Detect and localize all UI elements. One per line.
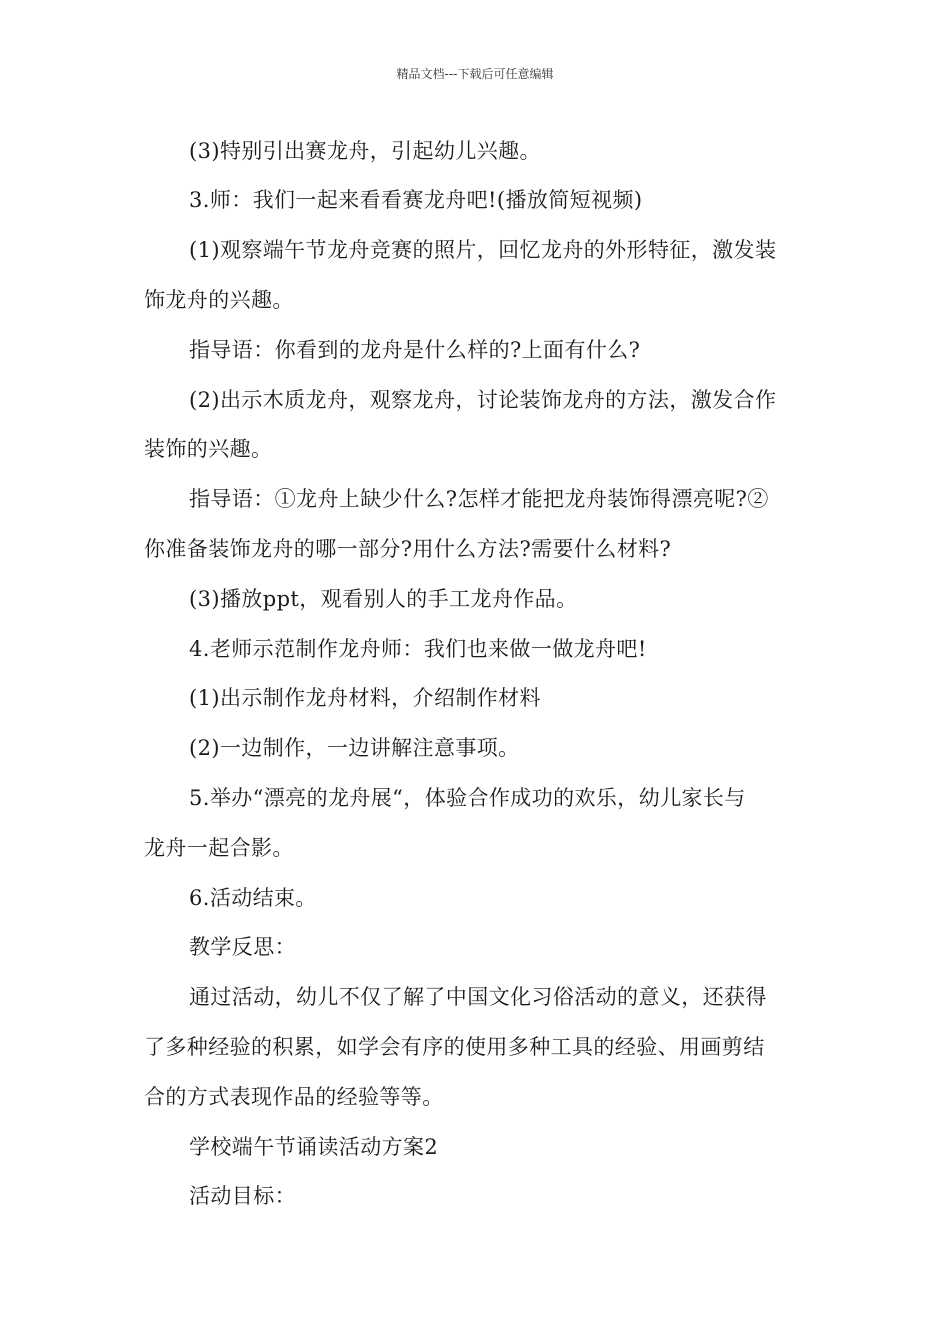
body-line-12: (1)出示制作龙舟材料，介绍制作材料: [189, 686, 541, 710]
body-line-11: 4.老师示范制作龙舟师：我们也来做一做龙舟吧!: [189, 637, 647, 661]
body-line-21: 学校端午节诵读活动方案2: [189, 1135, 439, 1159]
body-line-7: 装饰的兴趣。: [144, 437, 273, 461]
body-line-15: 龙舟一起合影。: [144, 836, 294, 860]
body-line-14: 5.举办“漂亮的龙舟展“，体验合作成功的欢乐，幼儿家长与: [189, 786, 746, 810]
body-line-18: 通过活动，幼儿不仅了解了中国文化习俗活动的意义，还获得: [189, 985, 767, 1009]
body-line-13: (2)一边制作，一边讲解注意事项。: [189, 736, 520, 760]
body-line-6: (2)出示木质龙舟，观察龙舟，讨论装饰龙舟的方法，激发合作: [189, 388, 777, 412]
body-line-16: 6.活动结束。: [189, 886, 317, 910]
body-line-9: 你准备装饰龙舟的哪一部分?用什么方法?需要什么材料?: [144, 537, 672, 561]
body-line-5: 指导语：你看到的龙舟是什么样的?上面有什么?: [189, 338, 641, 362]
body-line-2: 3.师：我们一起来看看赛龙舟吧!(播放简短视频): [189, 188, 643, 212]
body-line-22: 活动目标：: [189, 1184, 296, 1208]
body-line-8: 指导语：①龙舟上缺少什么?怎样才能把龙舟装饰得漂亮呢?②: [189, 487, 769, 511]
body-line-10: (3)播放ppt，观看别人的手工龙舟作品。: [189, 587, 578, 611]
body-line-17: 教学反思：: [189, 935, 296, 959]
body-line-1: (3)特别引出赛龙舟，引起幼儿兴趣。: [189, 139, 541, 163]
body-line-4: 饰龙舟的兴趣。: [144, 288, 294, 312]
page-header: 精品文档---下载后可任意编辑: [396, 67, 554, 81]
body-line-3: (1)观察端午节龙舟竞赛的照片，回忆龙舟的外形特征，激发装: [189, 238, 777, 262]
body-line-19: 了多种经验的积累，如学会有序的使用多种工具的经验、用画剪结: [144, 1035, 765, 1059]
body-line-20: 合的方式表现作品的经验等等。: [144, 1085, 444, 1109]
